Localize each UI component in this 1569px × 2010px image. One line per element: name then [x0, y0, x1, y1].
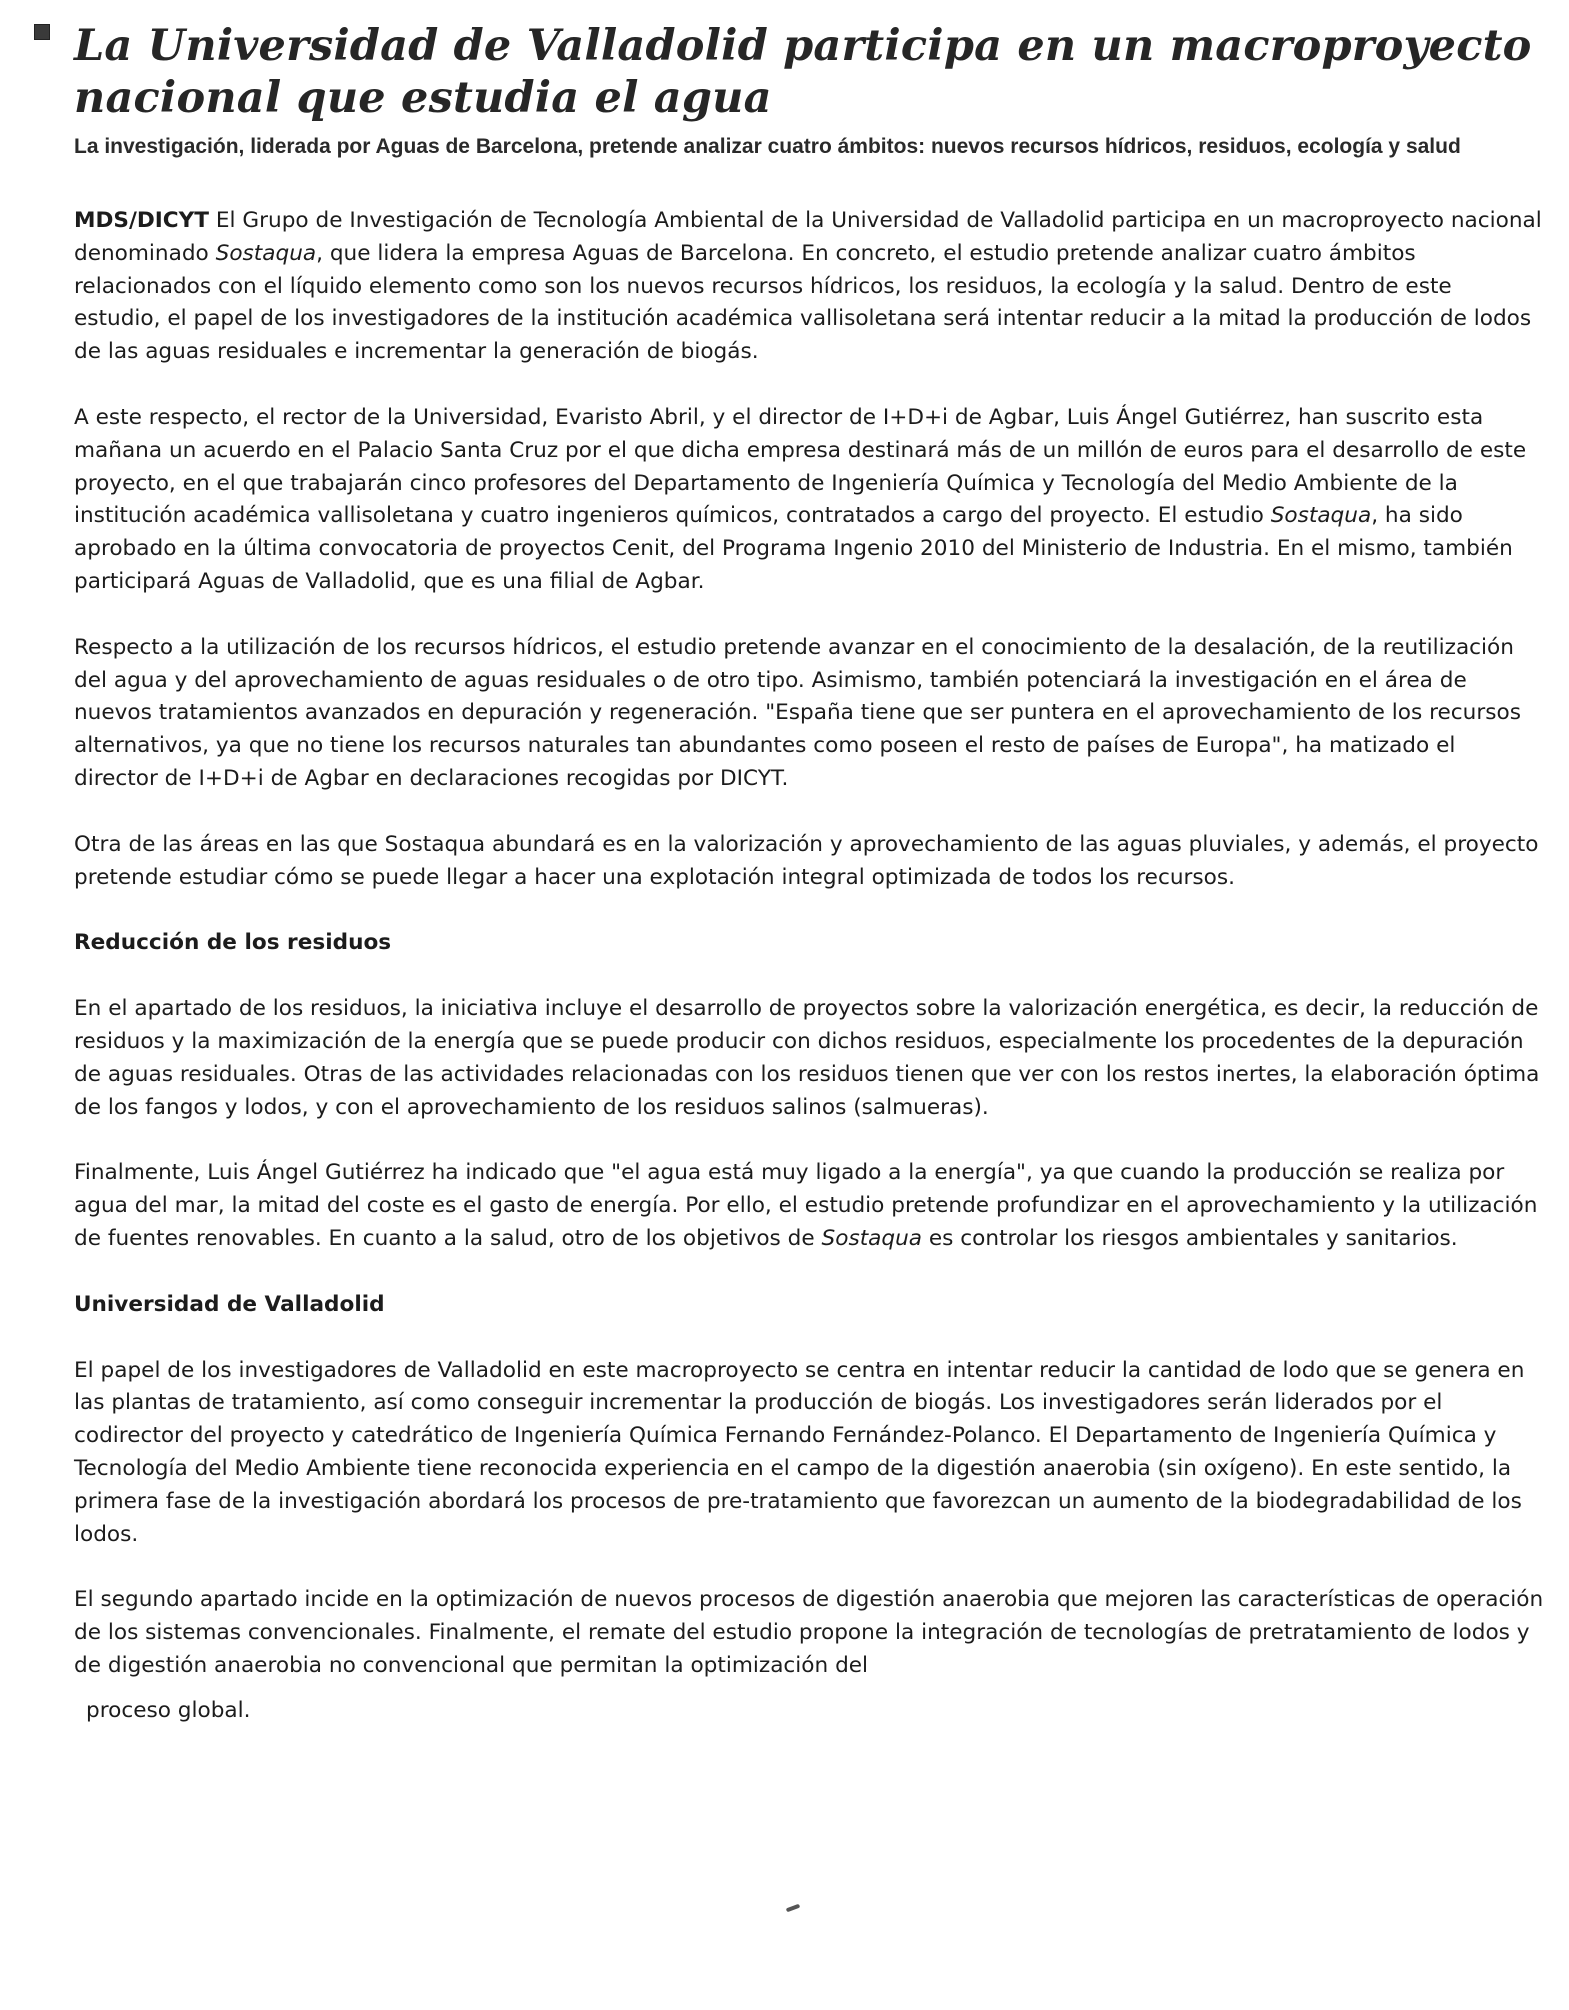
scan-speck [786, 1904, 801, 1913]
project-name: Sostaqua [821, 1225, 923, 1251]
article-subtitle: La investigación, liderada por Aguas de Barcelona, pretende analizar cuatro ámbitos: nuevos recursos hídricos, residuos, ecología y salud [74, 135, 1461, 158]
project-name: Sostaqua [1270, 503, 1372, 529]
paragraph-intro [74, 205, 1544, 369]
article-title: La Universidad de Valladolid participa en un macroproyecto nacional que estudia el agua [74, 21, 1532, 123]
article-body [74, 205, 1544, 1727]
paragraph-agreement [74, 402, 1544, 599]
paragraph-waste: En el apartado de los residuos, la iniciativa incluye el desarrollo de proyectos sobre la valorización energética, es decir, la reducción de residuos y la maximización de la energía que se puede producir con dichos residuos, especialmente los procedentes de la depuración de aguas residuales. Otras de las actividades relacionadas con los residuos tienen que ver con los restos inertes, la elaboración óptima de los fangos y lodos, y con el aprovechamiento de los residuos salinos (salmueras). [74, 996, 1540, 1120]
paragraph-text: El Grupo de Investigación de Tecnología Ambiental de la Universidad de Valladolid participa en un macroproyecto nacional denominado [74, 208, 1542, 266]
paragraph-researchers: El papel de los investigadores de Valladolid en este macroproyecto se centra en intentar reducir la cantidad de lodo que se genera en las plantas de tratamiento, así como conseguir incrementar la producción de biogás. Los investigadores serán liderados por el codirector del proyecto y catedrático de Ingeniería Química Fernando Fernández-Polanco. El Departamento de Ingeniería Química y Tecnología del Medio Ambiente tiene reconocida experiencia en el campo de la digestión anaerobia (sin oxígeno). En este sentido, la primera fase de la investigación abordará los procesos de pre-tratamiento que favorezcan un aumento de la biodegradabilidad de los lodos. [74, 1357, 1525, 1547]
paragraph-text: , que lidera la empresa Aguas de Barcelona. En concreto, el estudio pretende analizar cuatro ámbitos relacionados con el líquido elemento como son los nuevos recursos hídricos, los residuos, la ecología y la salud. Dentro de este estudio, el papel de los investigadores de la institución académica vallisoletana será intentar reducir a la mitad la producción de lodos de las aguas residuales e incrementar la generación de biogás. [74, 240, 1532, 365]
news-source-label: MDS/DICYT [74, 208, 210, 233]
square-bullet-icon [34, 24, 50, 40]
paragraph-text: es controlar los riesgos ambientales y sanitarios. [922, 1225, 1458, 1251]
section-heading-universidad: Universidad de Valladolid [74, 1291, 385, 1317]
paragraph-rainwater: Otra de las áreas en las que Sostaqua abundará es en la valorización y aprovechamiento de las aguas pluviales, y además, el proyecto pretende estudiar cómo se puede llegar a hacer una explotación integral optimizada de todos los recursos. [74, 831, 1539, 890]
section-heading-residuos: Reducción de los residuos [74, 930, 392, 956]
paragraph-energy [74, 1157, 1544, 1255]
paragraph-second-phase: El segundo apartado incide en la optimización de nuevos procesos de digestión anaerobia que mejoren las características de operación de los sistemas convencionales. Finalmente, el remate del estudio propone la integración de tecnologías de pretratamiento de lodos y de digestión anaerobia no convencional que permitan la optimización del [74, 1587, 1544, 1678]
paragraph-tail: proceso global. [86, 1697, 251, 1723]
paragraph-text: A este respecto, el rector de la Universidad, Evaristo Abril, y el director de I+D+i de Agbar, Luis Ángel Gutiérrez, han suscrito esta mañana un acuerdo en el Palacio Santa Cruz por el que dicha empresa destinará más de un millón de euros para el desarrollo de este proyecto, en el que trabajarán cinco profesores del Departamento de Ingeniería Química y Tecnología del Medio Ambiente de la institución académica vallisoletana y cuatro ingenieros químicos, contratados a cargo del proyecto. El estudio [74, 404, 1527, 529]
paragraph-text: , ha sido aprobado en la última convocatoria de proyectos Cenit, del Programa Ingenio 2010 del Ministerio de Industria. En el mismo, también participará Aguas de Valladolid, que es una filial de Agbar. [74, 503, 1513, 594]
project-name: Sostaqua [215, 240, 317, 266]
paragraph-water-resources: Respecto a la utilización de los recursos hídricos, el estudio pretende avanzar en el conocimiento de la desalación, de la reutilización del agua y del aprovechamiento de aguas residuales o de otro tipo. Asimismo, también potenciará la investigación en el área de nuevos tratamientos avanzados en depuración y regeneración. "España tiene que ser puntera en el aprovechamiento de los recursos alternativos, ya que no tiene los recursos naturales tan abundantes como poseen el resto de países de Europa", ha matizado el director de I+D+i de Agbar en declaraciones recogidas por DICYT. [74, 634, 1521, 791]
paragraph-text: Finalmente, Luis Ángel Gutiérrez ha indicado que "el agua está muy ligado a la energía", ya que cuando la producción se realiza por agua del mar, la mitad del coste es el gasto de energía. Por ello, el estudio pretende profundizar en el aprovechamiento y la utilización de fuentes renovables. En cuanto a la salud, otro de los objetivos de [74, 1160, 1538, 1251]
